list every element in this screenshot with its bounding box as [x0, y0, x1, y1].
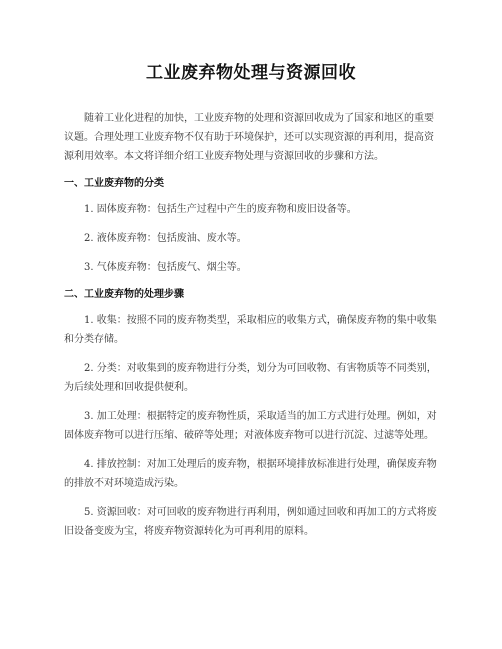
- classification-item-solid: 1. 固体废弃物：包括生产过程中产生的废弃物和废旧设备等。: [84, 204, 357, 215]
- section-heading-steps: 二、工业废弃物的处理步骤: [64, 289, 184, 300]
- section-heading-classification: 一、工业废弃物的分类: [64, 178, 164, 189]
- step-processing: 3. 加工处理：根据特定的废弃物性质，采取适当的加工方式进行处理。例如，对固体废弃物可以进行压缩、破碎等处理；对液体废弃物可以进行沉淀、过滤等处理。: [64, 411, 437, 441]
- document-title: 工业废弃物处理与资源回收: [146, 63, 356, 83]
- classification-item-liquid: 2. 液体废弃物：包括废油、废水等。: [84, 233, 247, 244]
- intro-paragraph: 随着工业化进程的加快，工业废弃物的处理和资源回收成为了国家和地区的重要议题。合理处理工业废弃物不仅有助于环境保护，还可以实现资源的再利用，提高资源利用效率。本文将详细介绍工业废弃物处理与资源回收的步骤和方法。: [64, 113, 434, 162]
- step-emission-control: 4. 排放控制：对加工处理后的废弃物，根据环境排放标准进行处理，确保废弃物的排放不对环境造成污染。: [64, 459, 437, 489]
- step-sorting: 2. 分类：对收集到的废弃物进行分类，划分为可回收物、有害物质等不同类别，为后续处理和回收提供便利。: [64, 363, 437, 393]
- classification-item-gas: 3. 气体废弃物：包括废气、烟尘等。: [84, 262, 247, 273]
- step-resource-recovery: 5. 资源回收：对可回收的废弃物进行再利用，例如通过回收和再加工的方式将废旧设备变废为宝，将废弃物资源转化为可再利用的原料。: [64, 507, 437, 537]
- step-collection: 1. 收集：按照不同的废弃物类型，采取相应的收集方式，确保废弃物的集中收集和分类存储。: [64, 315, 437, 345]
